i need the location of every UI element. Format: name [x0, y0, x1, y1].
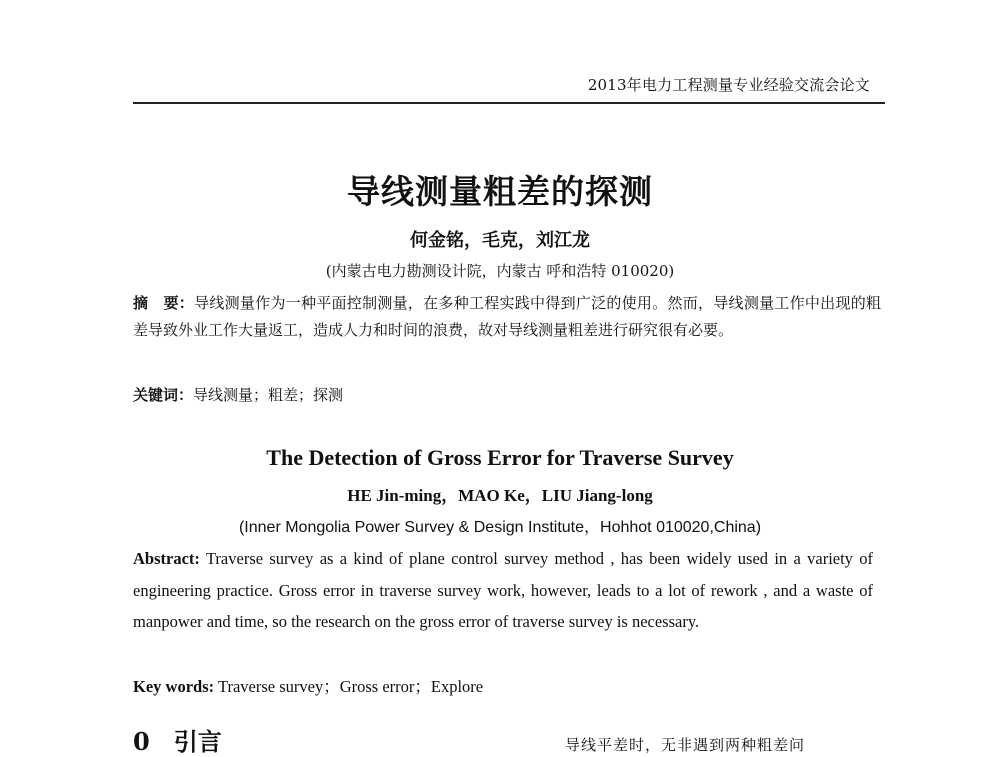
abstract-en	[133, 543, 873, 638]
keywords-text-cn: 导线测量；粗差；探测	[193, 386, 344, 404]
keywords-cn	[133, 384, 343, 405]
keywords-en	[133, 673, 483, 697]
section-number: 0	[133, 727, 150, 756]
abstract-label-cn: 摘 要：	[133, 294, 195, 312]
abstract-text-cn: 导线测量作为一种平面控制测量，在多种工程实践中得到广泛的使用。然而，导线测量工作中出现的粗差导致外业工作大量返工，造成人力和时间的浪费，故对导线测量粗差进行研究很有必要。	[133, 294, 881, 339]
section-heading	[133, 722, 222, 757]
section-title: 引言	[173, 727, 222, 756]
keywords-label-cn: 关键词：	[133, 386, 194, 404]
affiliation-en: (Inner Mongolia Power Survey & Design Institute，Hohhot 010020,China)	[238, 519, 762, 536]
authors-en: HE Jin-ming，MAO Ke，LIU Jiang-long	[347, 486, 653, 505]
header-rule	[133, 102, 885, 104]
paper-title-cn: 导线测量粗差的探测	[347, 172, 653, 211]
affiliation-cn: (内蒙古电力勘测设计院，内蒙古 呼和浩特 010020)	[325, 262, 675, 280]
paper-title-en: The Detection of Gross Error for Traverse Survey	[266, 445, 734, 470]
keywords-text-en: Traverse survey；Gross error；Explore	[217, 677, 484, 696]
abstract-text-en: Traverse survey as a kind of plane control survey method , has been widely used in a variety of engineering practice. Gross error in traverse survey work, however, leads to a lot of rework , and a waste of manpower and time, so the research on the gross error of traverse survey is necessary.	[133, 549, 873, 631]
authors-cn: 何金铭，毛克，刘江龙	[410, 230, 590, 251]
abstract-cn	[133, 290, 881, 344]
running-header: 2013年电力工程测量专业经验交流会论文	[587, 76, 870, 94]
keywords-label-en: Key words:	[133, 677, 215, 696]
abstract-label-en: Abstract:	[133, 549, 200, 568]
body-text-snippet: 导线平差时，无非遇到两种粗差问	[565, 736, 806, 754]
